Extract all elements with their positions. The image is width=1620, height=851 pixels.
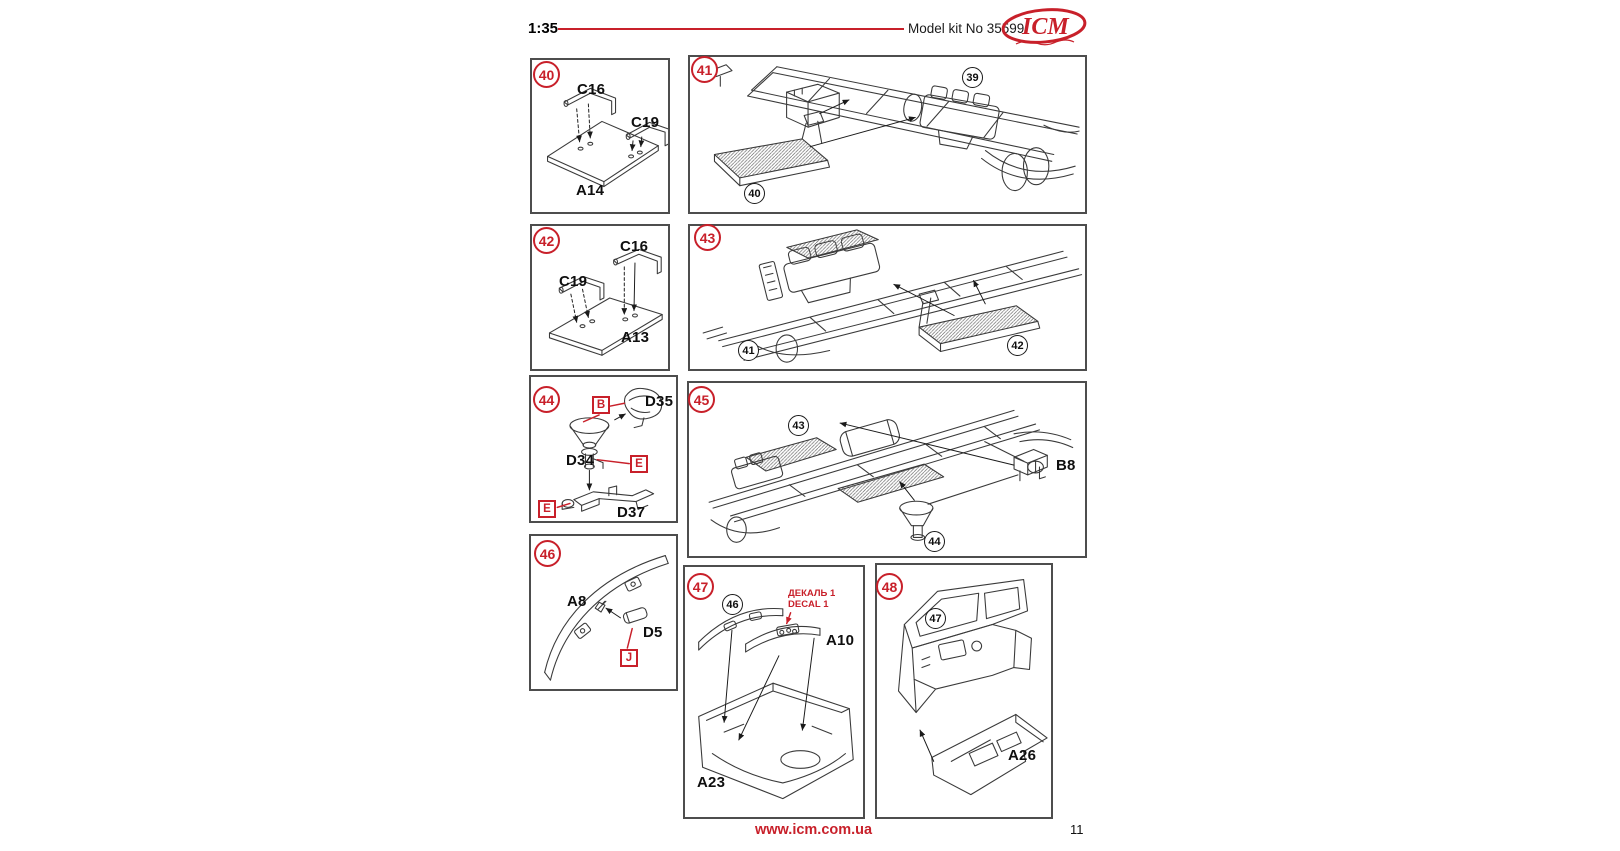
- assembly-ref-42: 42: [1007, 335, 1028, 356]
- scale-label: 1:35: [528, 20, 559, 37]
- step-41-number: 41: [691, 56, 718, 83]
- step-48-drawing: [877, 565, 1051, 817]
- icm-logo: [1000, 5, 1088, 51]
- assembly-ref-44: 44: [924, 531, 945, 552]
- step-45-number: 45: [688, 386, 715, 413]
- step-45-panel: [687, 381, 1087, 558]
- part-label-a13: A13: [621, 329, 650, 346]
- step-45-drawing: [689, 383, 1085, 556]
- part-label-c19: C19: [559, 273, 588, 290]
- kit-number: Model kit No 35599: [908, 21, 1025, 36]
- assembly-ref-43: 43: [788, 415, 809, 436]
- website-link[interactable]: www.icm.com.ua: [755, 822, 873, 838]
- step-46-number: 46: [534, 540, 561, 567]
- step-42-number: 42: [533, 227, 560, 254]
- part-label-d37: D37: [617, 504, 646, 521]
- step-44-number: 44: [533, 386, 560, 413]
- step-47-number: 47: [687, 573, 714, 600]
- decal-note-line2: DECAL 1: [788, 599, 829, 610]
- assembly-ref-47: 47: [925, 608, 946, 629]
- part-label-a26: A26: [1008, 747, 1037, 764]
- part-label-c16: C16: [577, 81, 606, 98]
- part-label-a23: A23: [697, 774, 726, 791]
- part-label-a14: A14: [576, 182, 605, 199]
- assembly-ref-40: 40: [744, 183, 765, 204]
- part-label-d5: D5: [643, 624, 663, 641]
- icm-logo-text: ICM: [1022, 14, 1069, 40]
- assembly-ref-39: 39: [962, 67, 983, 88]
- page-number: 11: [1070, 822, 1084, 837]
- part-label-b8: B8: [1056, 457, 1076, 474]
- glue-letter-j: J: [620, 649, 638, 667]
- assembly-ref-41: 41: [738, 340, 759, 361]
- step-43-number: 43: [694, 224, 721, 251]
- part-label-c16: C16: [620, 238, 649, 255]
- part-label-a10: A10: [826, 632, 855, 649]
- glue-letter-e: E: [538, 500, 556, 518]
- part-label-c19: C19: [631, 114, 660, 131]
- step-48-number: 48: [876, 573, 903, 600]
- step-48-panel: [875, 563, 1053, 819]
- glue-letter-e: E: [630, 455, 648, 473]
- step-40-number: 40: [533, 61, 560, 88]
- assembly-ref-46: 46: [722, 594, 743, 615]
- decal-note-line1: ДЕКАЛЬ 1: [788, 588, 836, 599]
- part-label-d35: D35: [645, 393, 674, 410]
- glue-letter-b: B: [592, 396, 610, 414]
- header-rule: [558, 28, 904, 30]
- part-label-a8: A8: [567, 593, 587, 610]
- part-label-d34: D34: [566, 452, 595, 469]
